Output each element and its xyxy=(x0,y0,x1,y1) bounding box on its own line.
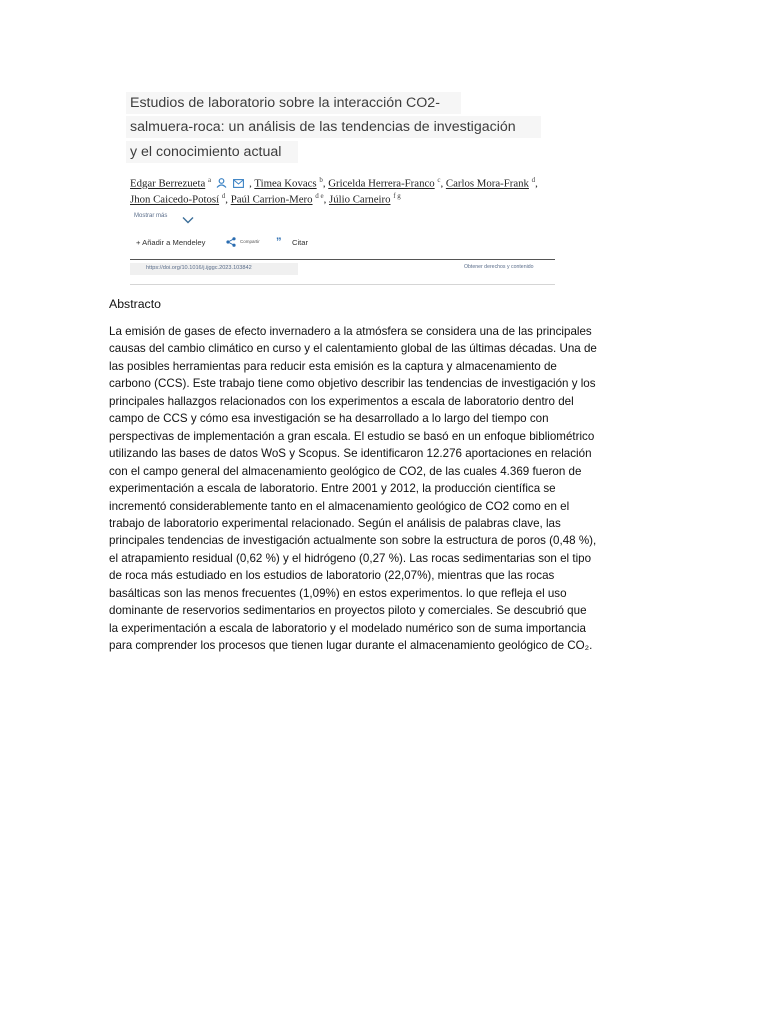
author-link[interactable]: Júlio Carneiro xyxy=(329,193,391,206)
article-header-screenshot xyxy=(120,88,555,288)
abstract-line: causas del cambio climático en curso y el calentamiento global de las últimas décadas. Una de xyxy=(109,342,597,356)
abstract-line: para comprender los procesos que tienen lugar durante el almacenamiento geológico de CO₂. xyxy=(109,639,593,653)
author-affiliation: d e xyxy=(315,192,324,200)
author-affiliation: f g xyxy=(393,192,401,200)
rights-link[interactable]: Obtener derechos y contenido xyxy=(464,264,534,270)
author-link[interactable]: Edgar Berrezueta xyxy=(130,177,206,190)
abstract-line: experimentación a escala de laboratorio. Entre 2001 y 2012, la producción científica se xyxy=(109,482,556,496)
abstract-line: La emisión de gases de efecto invernadero a la atmósfera se considera una de las principales xyxy=(109,325,592,338)
author-list-line-2: Jhon Caicedo-Potosí $^d$, Paúl Carrion-Mero $^{d e}$, Júlio Carneiro $^{f g}$ xyxy=(130,192,401,206)
abstract-heading: Abstracto xyxy=(109,297,161,311)
mail-icon[interactable] xyxy=(233,179,244,188)
chevron-down-icon[interactable] xyxy=(182,216,194,224)
abstract-line: incrementó considerablemente tanto en el almacenamiento geológico de CO2 como en el xyxy=(109,499,570,513)
show-more-link[interactable]: Mostrar más xyxy=(134,213,168,219)
abstract-line: campo de CCS y cómo esa investigación se ha desarrollado a lo largo del tiempo con xyxy=(109,412,549,426)
divider xyxy=(130,259,555,260)
cite-button[interactable]: Citar xyxy=(292,238,309,247)
abstract-line: el atrapamiento residual (0,62 %) y el hidrógeno (0,27 %). Las rocas sedimentarias son el tipo xyxy=(109,551,592,565)
author-affiliation: d xyxy=(531,176,536,184)
abstract-paragraph xyxy=(109,323,660,655)
article-title-line-3: y el conocimiento actual xyxy=(126,141,298,163)
user-icon[interactable] xyxy=(216,178,227,188)
abstract-line: dominante de reservorios sedimentarios en proyectos piloto y comerciales. Se descubrió que xyxy=(109,604,587,618)
abstract-line: de roca más estudiado en los estudios de laboratorio (22,07%), mientras que las rocas xyxy=(109,569,555,583)
author-link[interactable]: Gricelda Herrera-Franco xyxy=(328,177,435,190)
abstract-line: principales tendencias de investigación actualmente son sobre la estructura de poros (0,48 %), xyxy=(109,534,597,548)
abstract-line: utilizando las bases de datos WoS y Scopus. Se identificaron 12.276 aportaciones en relación xyxy=(109,447,592,461)
abstract-line: con el campo general del almacenamiento geológico de CO2, de las cuales 4.369 fueron de xyxy=(109,464,582,478)
author-affiliation: b xyxy=(319,176,323,184)
abstract-line: trabajo de laboratorio experimental relacionado. Según el análisis de palabras clave, las xyxy=(109,516,561,530)
abstract-line: perspectivas de implementación a gran escala. El estudio se basó en un enfoque bibliométrico xyxy=(109,429,595,443)
abstract-line: carbono (CCS). Este trabajo tiene como objetivo describir las tendencias de investigación y los xyxy=(109,377,596,391)
author-link[interactable]: Carlos Mora-Frank xyxy=(445,177,529,190)
article-title-line-2: salmuera-roca: un análisis de las tendencias de investigación xyxy=(126,116,541,138)
author-link[interactable]: Paúl Carrion-Mero xyxy=(230,193,313,206)
share-button[interactable]: Compartir xyxy=(240,239,260,244)
abstract-line: basálticas son las menos frecuentes (1,09%) en estos experimentos. lo que refleja el uso xyxy=(109,586,567,600)
article-title-line-1: Estudios de laboratorio sobre la interacción CO2- xyxy=(126,92,461,114)
author-link[interactable]: Timea Kovacs xyxy=(254,177,317,190)
doi-link[interactable]: https://doi.org/10.1016/j.ijggc.2023.103842 xyxy=(146,265,252,271)
author-affiliation: c xyxy=(437,176,441,184)
article-actions xyxy=(136,236,546,250)
abstract-line: la experimentación a escala de laboratorio y el modelado numérico son de suma importancia xyxy=(109,621,586,635)
author-link[interactable]: Jhon Caicedo-Potosí xyxy=(130,193,220,206)
author-list-line-1: Edgar Berrezueta $^a$ , Timea Kovacs $^b$, Gricelda Herrera-Franco $^c$, Carlos Mora-Frank $^d$, xyxy=(130,176,538,190)
abstract-line: principales hallazgos relacionados con los experimentos a escala de laboratorio dentro del xyxy=(109,394,574,408)
quote-icon[interactable]: ” xyxy=(276,236,282,248)
abstract-line: las posibles herramientas para reducir esta emisión es la captura y almacenamiento de xyxy=(109,359,557,373)
divider xyxy=(130,284,555,285)
author-affiliation: d xyxy=(221,192,226,200)
author-affiliation: a xyxy=(207,176,212,184)
share-icon[interactable] xyxy=(226,237,236,247)
add-to-mendeley-button[interactable]: + Añadir a Mendeley xyxy=(136,238,206,247)
